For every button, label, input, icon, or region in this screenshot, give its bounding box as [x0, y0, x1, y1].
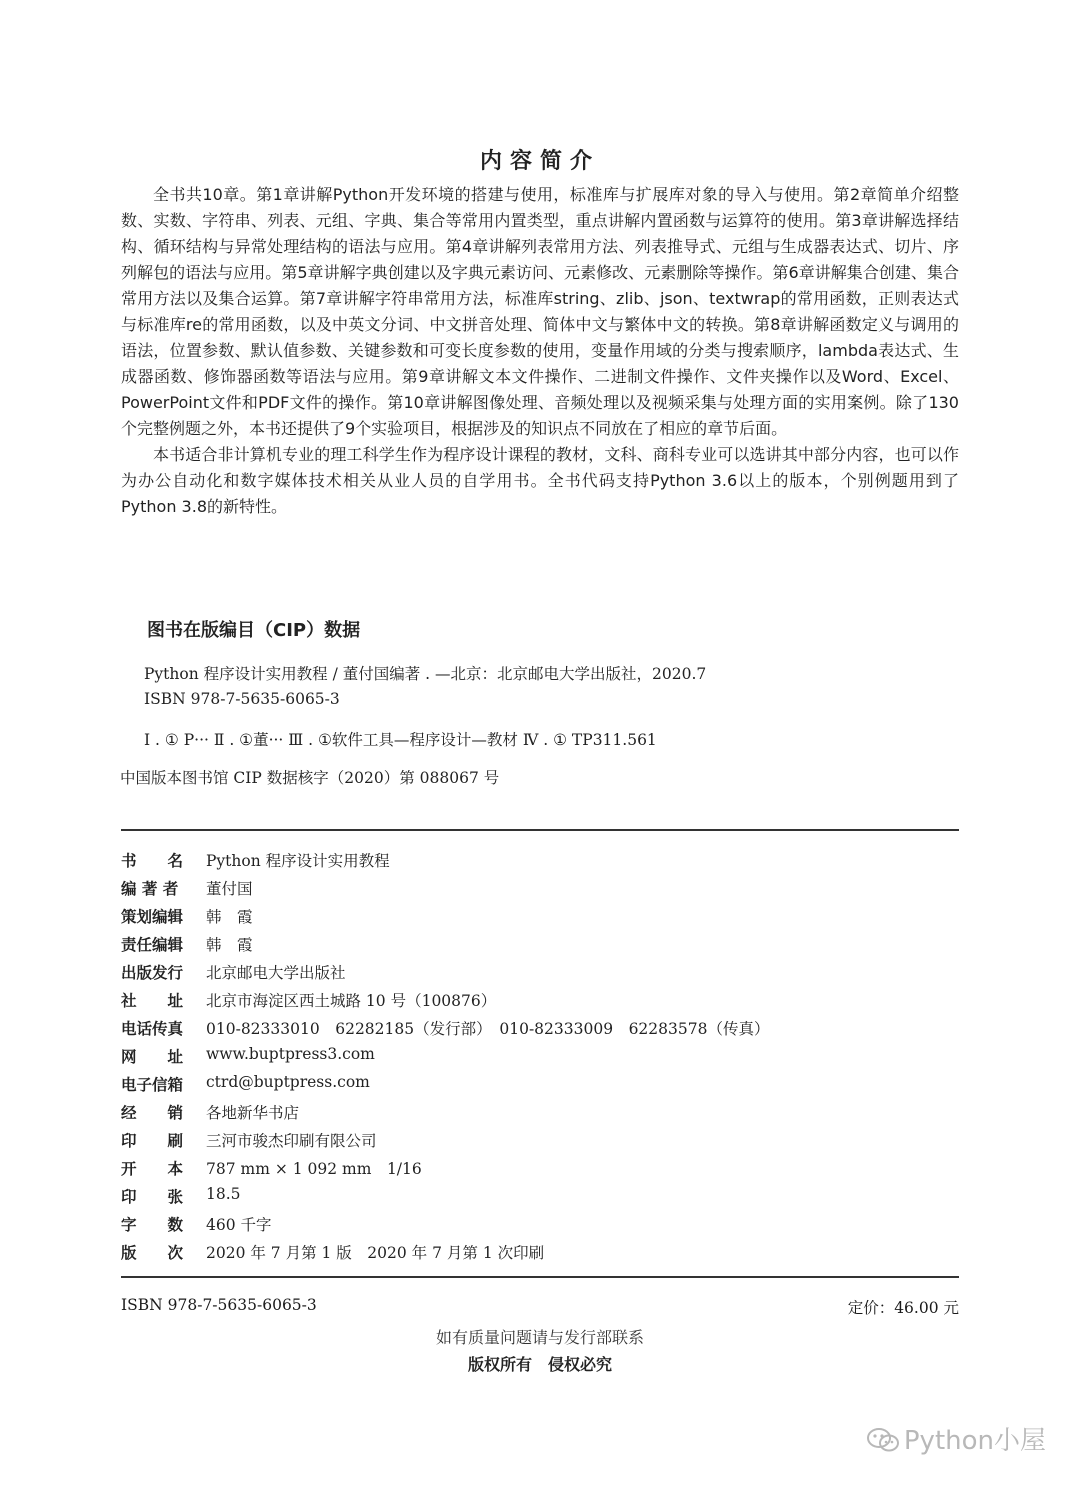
info-key: 社 址	[121, 992, 184, 1010]
info-key: 书 名	[121, 852, 184, 870]
info-value: 各地新华书店	[206, 1104, 300, 1122]
info-key: 印 刷	[121, 1132, 184, 1150]
cip-heading: 图书在版编目（CIP）数据	[147, 620, 361, 641]
info-key: 版 次	[121, 1244, 184, 1262]
watermark-text: Python小屋	[903, 1426, 1046, 1456]
info-value: 韩 霞	[206, 908, 253, 926]
cip-record-line: 中国版本图书馆 CIP 数据核字（2020）第 088067 号	[120, 769, 500, 787]
info-row	[121, 1185, 959, 1213]
info-value: 北京市海淀区西土城路 10 号（100876）	[206, 992, 497, 1010]
info-key: 网 址	[121, 1048, 184, 1066]
info-value: 18.5	[206, 1185, 241, 1203]
page-title: 内容简介	[479, 149, 600, 174]
info-value: 北京邮电大学出版社	[206, 964, 346, 982]
quality-notice: 如有质量问题请与发行部联系	[435, 1328, 644, 1347]
info-value: Python 程序设计实用教程	[206, 852, 390, 870]
info-key: 电子信箱	[121, 1076, 184, 1094]
info-row	[121, 1241, 959, 1269]
info-key: 电话传真	[121, 1020, 184, 1038]
info-row	[121, 989, 959, 1017]
info-row	[121, 933, 959, 961]
info-value: 韩 霞	[206, 936, 253, 954]
cip-isbn-line: ISBN 978-7-5635-6065-3	[144, 690, 340, 708]
info-row	[121, 877, 959, 905]
price: 定价：46.00 元	[847, 1299, 959, 1317]
info-value: 2020 年 7 月第 1 版 2020 年 7 月第 1 次印刷	[206, 1244, 545, 1262]
info-row	[121, 1101, 959, 1129]
content-summary	[121, 182, 959, 520]
info-row	[121, 849, 959, 877]
info-row	[121, 1129, 959, 1157]
info-key: 印 张	[121, 1188, 184, 1206]
info-value: ctrd@buptpress.com	[206, 1073, 370, 1091]
info-row	[121, 905, 959, 933]
info-value: 460 千字	[206, 1216, 272, 1234]
info-row	[121, 1213, 959, 1241]
watermark	[866, 1420, 1046, 1457]
bottom-divider	[121, 1276, 959, 1278]
info-row	[121, 961, 959, 989]
rights-notice: 版权所有 侵权必究	[467, 1355, 612, 1374]
footer-isbn: ISBN 978-7-5635-6065-3	[121, 1296, 317, 1314]
info-row	[121, 1017, 959, 1045]
info-key: 策划编辑	[121, 908, 184, 926]
info-key: 出版发行	[121, 964, 184, 982]
info-key: 编 著 者	[121, 880, 179, 898]
cip-title-line: Python 程序设计实用教程 / 董付国编著 . —北京：北京邮电大学出版社，2020.7	[144, 665, 707, 683]
summary-paragraph-2: 本书适合非计算机专业的理工科学生作为程序设计课程的教材，文科、商科专业可以选讲其中部分内容，也可以作为办公自动化和数字媒体技术相关从业人员的自学用书。全书代码支持Python 3.6以上的版本，个别例题用到了Python 3.8的新特性。	[121, 445, 959, 516]
info-value: 三河市骏杰印刷有限公司	[206, 1132, 377, 1150]
info-key: 经 销	[121, 1104, 184, 1122]
info-value: 787 mm × 1 092 mm 1/16	[206, 1160, 422, 1178]
top-divider	[121, 829, 959, 831]
info-key: 字 数	[121, 1216, 184, 1234]
info-value: 010-82333010 62282185（发行部） 010-82333009 62283578（传真）	[206, 1020, 770, 1038]
summary-paragraph-1: 全书共10章。第1章讲解Python开发环境的搭建与使用，标准库与扩展库对象的导入与使用。第2章简单介绍整数、实数、字符串、列表、元组、字典、集合等常用内置类型，重点讲解内置函数与运算符的使用。第3章讲解选择结构、循环结构与异常处理结构的语法与应用。第4章讲解列表常用方法、列表推导式、元组与生成器表达式、切片、序列解包的语法与应用。第5章讲解字典创建以及字典元素访问、元素修改、元素删除等操作。第6章讲解集合创建、集合常用方法以及集合运算。第7章讲解字符串常用方法，标准库string、zlib、json、textwrap的常用函数，正则表达式与标准库re的常用函数，以及中英文分词、中文拼音处理、简体中文与繁体中文的转换。第8章讲解函数定义与调用的语法，位置参数、默认值参数、关键参数和可变长度参数的使用，变量作用域的分类与搜索顺序，lambda表达式、生成器函数、修饰器函数等语法与应用。第9章讲解文本文件操作、二进制文件操作、文件夹操作以及Word、Excel、PowerPoint文件和PDF文件的操作。第10章讲解图像处理、音频处理以及视频采集与处理方面的实用案例。除了130个完整例题之外，本书还提供了9个实验项目，根据涉及的知识点不同放在了相应的章节后面。	[121, 185, 959, 438]
wechat-icon	[866, 1427, 900, 1453]
info-row	[121, 1045, 959, 1073]
cip-classification-line: Ⅰ . ① P··· Ⅱ . ①董··· Ⅲ . ①软件工具—程序设计—教材 Ⅳ . ① TP311.561	[144, 731, 657, 749]
info-value: www.buptpress3.com	[206, 1045, 375, 1063]
info-value: 董付国	[206, 880, 253, 898]
info-key: 开 本	[121, 1160, 184, 1178]
info-row	[121, 1073, 959, 1101]
info-key: 责任编辑	[121, 936, 184, 954]
info-row	[121, 1157, 959, 1185]
